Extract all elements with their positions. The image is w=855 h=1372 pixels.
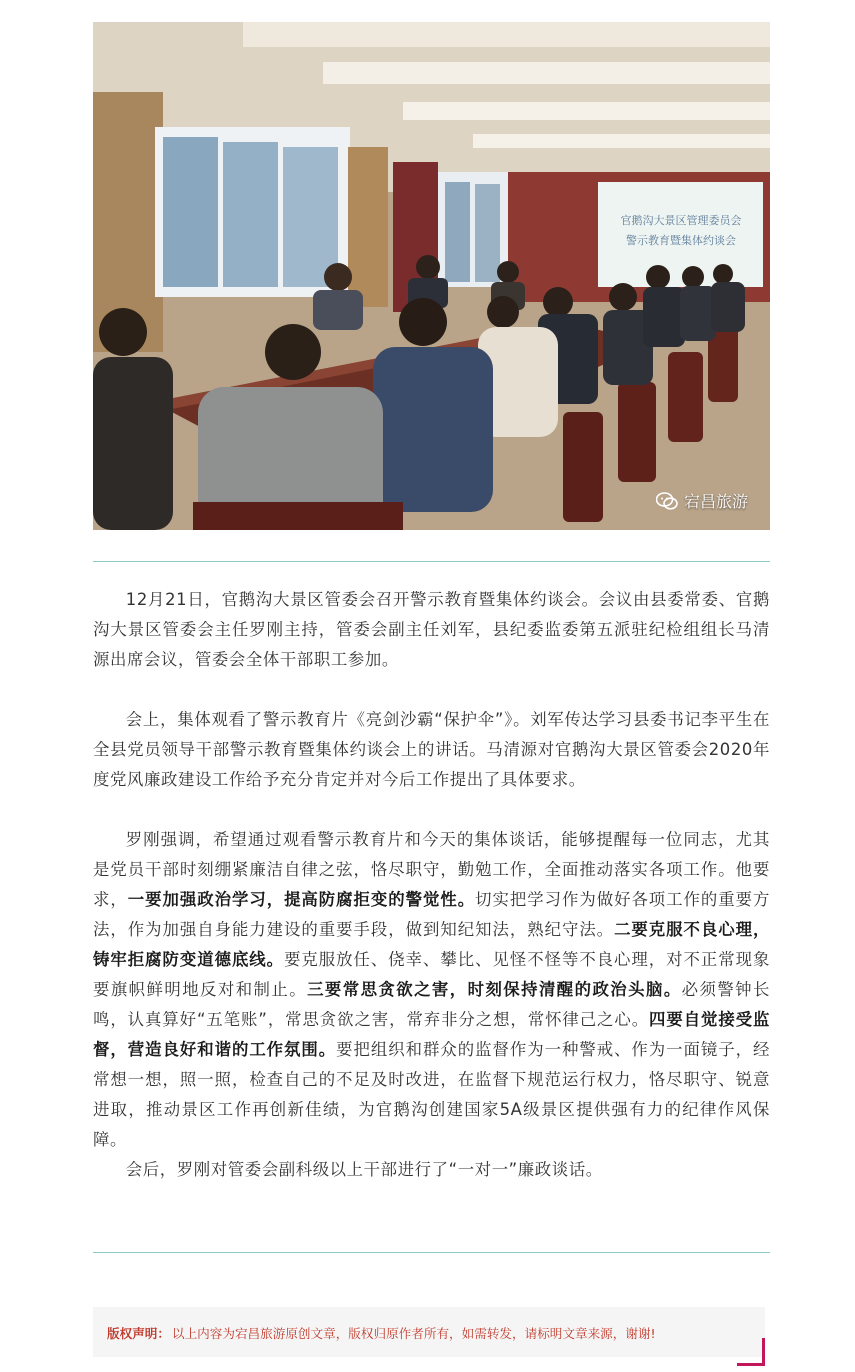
paragraph-3 <box>93 825 770 1155</box>
p3-intro: 罗刚强调，希望通过观看警示教育片和今天的集体谈话，能够提醒每一位同志，尤其是党员干部时刻绷紧廉洁自律之弦，恪尽职守，勤勉工作，全面推动落实各项工作。他要求， <box>93 830 770 909</box>
paragraph-4: 会后，罗刚对管委会副科级以上干部进行了“一对一”廉政谈话。 <box>125 1160 603 1179</box>
p3-text-2: 要克服放任、侥幸、攀比、见怪不怪等不良心理，对不正常现象要旗帜鲜明地反对和制止。 <box>93 950 770 999</box>
p3-point-4: 四要自觉接受监督，营造良好和谐的工作氛围。 <box>93 1010 771 1059</box>
p3-text-1: 切实把学习作为做好各项工作的重要方法，作为加强自身能力建设的重要手段，做到知纪知法，熟纪守法。 <box>93 890 771 939</box>
copyright-notice <box>93 1307 765 1357</box>
meeting-photo-illustration <box>93 22 770 530</box>
paragraph-2: 会上，集体观看了警示教育片《亮剑沙霸“保护伞”》。刘军传达学习县委书记李平生在全县党员领导干部警示教育暨集体约谈会上的讲话。马清源对官鹅沟大景区管委会2020年度党风廉政建设工作给予充分肯定并对今后工作提出了具体要求。 <box>93 710 770 789</box>
corner-accent <box>737 1338 765 1366</box>
watermark <box>656 489 748 512</box>
top-divider <box>93 561 770 562</box>
wechat-icon <box>656 492 678 510</box>
p3-point-2: 二要克服不良心理，铸牢拒腐防变道德底线。 <box>93 920 771 969</box>
p3-text-4: 要把组织和群众的监督作为一种警戒、作为一面镜子，经常想一想，照一照，检查自己的不足及时改进，在监督下规范运行权力，恪尽职守、锐意进取，推动景区工作再创新佳绩，为官鹅沟创建国家5A级景区提供强有力的纪律作风保障。 <box>93 1040 771 1149</box>
meeting-photo <box>93 22 770 530</box>
screen-title-line1: 官鹅沟大景区管理委员会 <box>620 214 742 227</box>
p3-text-3: 必须警钟长鸣，认真算好“五笔账”，常思贪欲之害，常弃非分之想，常怀律己之心。 <box>93 980 770 1029</box>
p3-point-1: 一要加强政治学习，提高防腐拒变的警觉性。 <box>127 890 476 909</box>
copyright-label: 版权声明： <box>107 1325 170 1341</box>
copyright-text: 以上内容为宕昌旅游原创文章，版权归原作者所有，如需转发，请标明文章来源，谢谢! <box>171 1325 656 1341</box>
p3-point-3: 三要常思贪欲之害，时刻保持清醒的政治头脑。 <box>307 980 682 999</box>
screen-title-line2: 警示教育暨集体约谈会 <box>626 234 736 247</box>
article-body <box>93 585 770 1185</box>
watermark-text: 宕昌旅游 <box>683 492 748 511</box>
bottom-divider <box>93 1252 770 1253</box>
paragraph-1: 12月21日，官鹅沟大景区管委会召开警示教育暨集体约谈会。会议由县委常委、官鹅沟大景区管委会主任罗刚主持，管委会副主任刘军，县纪委监委第五派驻纪检组组长马清源出席会议，管委会全体干部职工参加。 <box>93 590 770 669</box>
